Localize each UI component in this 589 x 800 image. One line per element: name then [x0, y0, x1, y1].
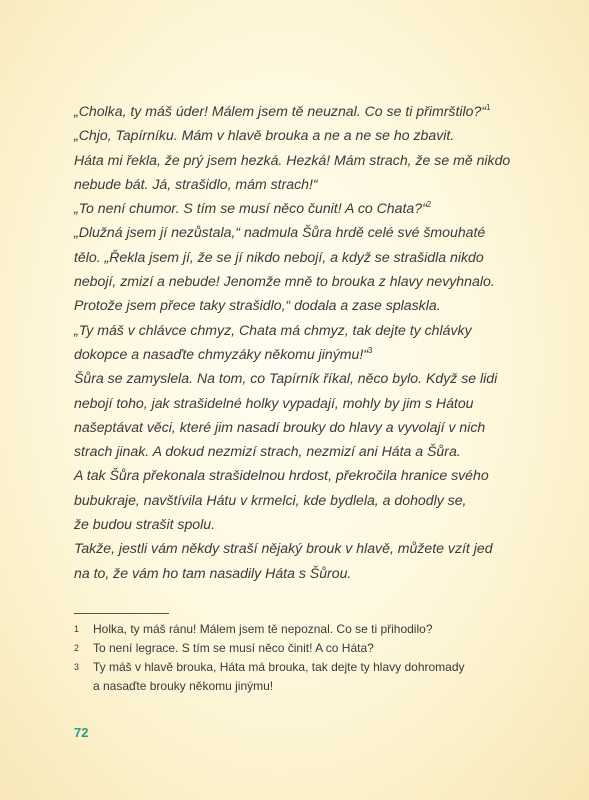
text-line: bubukraje, navštívila Hátu v krmelci, kde bydlela, a dohodly se,: [74, 491, 467, 508]
text-line: [74, 196, 544, 220]
text-line-content: dokopce a nasaďte chmyzáky někomu jinýmu!“: [74, 345, 368, 362]
footnote-text: a nasaďte brouky někomu jinýmu!: [93, 679, 274, 693]
text-line: že budou strašit spolu.: [74, 516, 216, 533]
text-line: na to, že vám ho tam nasadily Háta s Šůrou.: [74, 564, 352, 581]
footnote-text: To není legrace. S tím se musí něco činit! A co Háta?: [93, 641, 374, 655]
text-line: tělo. „Řekla jsem jí, že se jí nikdo nebojí, a když se strašidla nikdo: [74, 248, 484, 265]
footnote-divider: [74, 613, 169, 614]
text-line: Šůra se zamyslela. Na tom, co Tapírník říkal, něco bylo. Když se lidi: [74, 370, 498, 387]
footnote-number: 1: [74, 624, 80, 634]
text-line: nebojí, zmizí a nebude! Jenomže mně to brouka z hlavy nevyhnalo.: [74, 273, 495, 290]
text-line: Takže, jestli vám někdy straší nějaký brouk v hlavě, můžete vzít jed: [74, 540, 493, 557]
text-line: [74, 99, 544, 123]
footnote-1: [74, 620, 544, 639]
text-line: „Ty máš v chlávce chmyz, Chata má chmyz, tak dejte ty chlávky: [74, 321, 472, 338]
footnotes: [74, 620, 544, 696]
footnote-number: 3: [74, 662, 80, 672]
footnote-text: Ty máš v hlavě brouka, Háta má brouka, tak dejte ty hlavy dohromady: [93, 660, 465, 674]
footnote-3: [74, 658, 544, 677]
text-line: „Dlužná jsem jí nezůstala,“ nadmula Šůra hrdě celé své šmouhaté: [74, 224, 486, 241]
footnote-marker: 3: [367, 345, 373, 355]
text-line: strach jinak. A dokud nezmizí strach, nezmizí ani Háta a Šůra.: [74, 443, 461, 460]
footnote-number: 2: [74, 643, 80, 653]
text-line: našeptávat věci, které jim nasadí brouky do hlavy a vyvolají v nich: [74, 418, 486, 435]
footnote-marker: 1: [486, 103, 491, 112]
text-line: „Chjo, Tapírníku. Mám v hlavě brouka a ne a ne se ho zbavit.: [74, 127, 455, 144]
footnote-text: Holka, ty máš ránu! Málem jsem tě nepoznal. Co se ti přihodilo?: [93, 622, 433, 636]
text-line: nebude bát. Já, strašidlo, mám strach!“: [74, 175, 318, 192]
text-line: A tak Šůra překonala strašidelnou hrdost, překročila hranice svého: [74, 467, 489, 484]
footnote-3-continuation: [74, 677, 544, 696]
story-text: [74, 99, 544, 585]
text-line: [74, 342, 544, 366]
text-line-content: „To není chumor. S tím se musí něco čunit! A co Chata?“: [74, 200, 427, 217]
footnote-marker: 2: [426, 200, 432, 210]
footnote-2: [74, 639, 544, 658]
text-line: Protože jsem přece taky strašidlo,“ dodala a zase splaskla.: [74, 297, 441, 314]
page-number: 72: [74, 725, 89, 740]
text-line: Háta mi řekla, že prý jsem hezká. Hezká! Mám strach, že se mě nikdo: [74, 151, 511, 168]
text-line: nebojí toho, jak strašidelné holky vypadají, mohly by jim s Hátou: [74, 394, 474, 411]
text-line-content: „Cholka, ty máš úder! Málem jsem tě neuznal. Co se ti přimrštilo?“: [74, 103, 486, 119]
